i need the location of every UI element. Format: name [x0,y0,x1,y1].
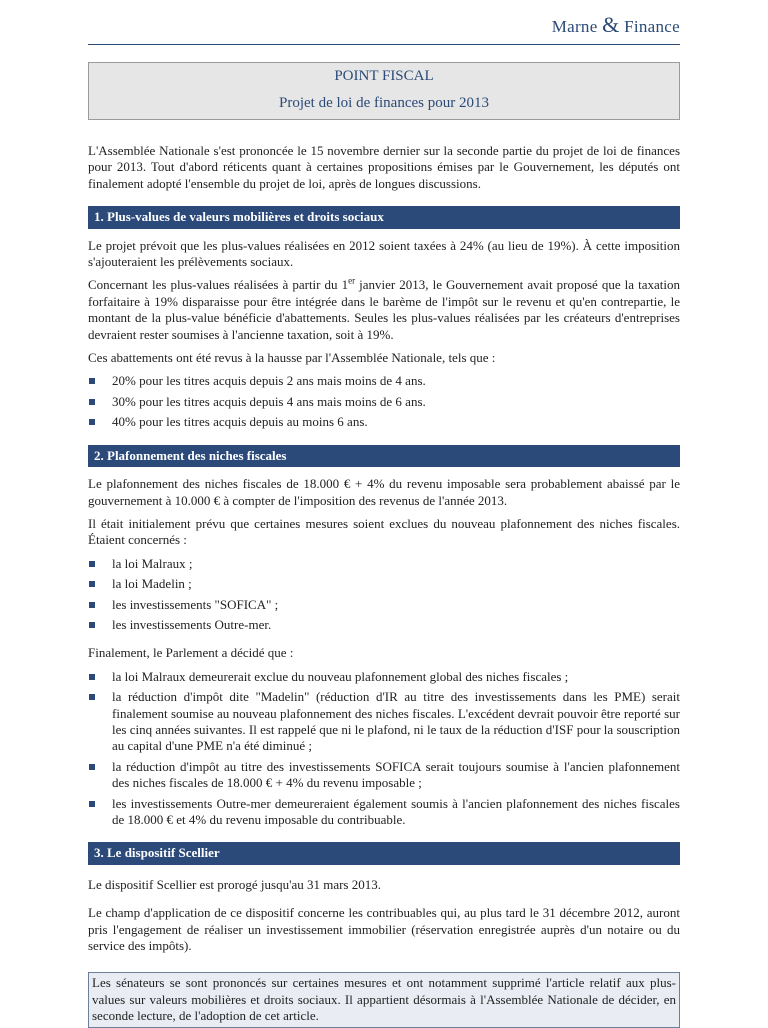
list-item: la réduction d'impôt au titre des investissements SOFICA serait toujours soumise à l'ancien plafonnement des niches fiscales de 18.000 € + 4% du revenu imposable ; [88,759,680,792]
section1-p1: Le projet prévoit que les plus-values réalisées en 2012 soient taxées à 24% (au lieu de 19%). À cette imposition s'ajouteraient les prélèvements sociaux. [88,237,680,270]
section3-p2: Le champ d'application de ce dispositif concerne les contribuables qui, au plus tard le 31 décembre 2012, auront pris l'engagement de réaliser un investissement immobilier (réservation enregistrée auprès d'un notaire ou du service des impôts). [88,905,680,954]
square-bullet-icon [89,764,95,770]
section1-list [88,373,680,430]
section1-p3: Ces abattements ont été revus à la hausse par l'Assemblée Nationale, tels que : [88,350,496,366]
section2-list1 [88,556,680,634]
section2-p2: Il était initialement prévu que certaines mesures soient exclues du nouveau plafonnement des niches fiscales. Étaient concernés : [88,515,680,548]
title-line1: POINT FISCAL [334,68,434,84]
section1-p2-sup: er [348,276,356,287]
section1-p2-a: Concernant les plus-values réalisées à partir du 1 [88,277,349,293]
title-line2: Projet de loi de finances pour 2013 [279,95,489,111]
square-bullet-icon [89,399,95,405]
section1-p2-b: janvier 2013, le Gouvernement avait proposé que la taxation forfaitaire à 19% disparaisse pour être intégrée dans le barème de l'impôt sur le revenu et qu'en contrepartie, le montant de la plus-value bénéficie d'abattements. Seules les plus-values réalisées par les créateurs d'entreprises devraient rester soumises à l'ancienne taxation, soit à 19%. [88,277,680,342]
section2-p1: Le plafonnement des niches fiscales de 18.000 € + 4% du revenu imposable sera probablement abaissé par le gouvernement à 10.000 € à compter de l'imposition des revenus de l'année 2013. [88,476,680,508]
brand-part2: Finance [619,17,680,36]
square-bullet-icon [89,622,95,628]
section1-heading: 1. Plus-values de valeurs mobilières et droits sociaux [88,206,680,228]
list-item: 40% pour les titres acquis depuis au moins 6 ans. [88,414,680,430]
title-box [88,62,680,120]
list-item: la réduction d'impôt dite "Madelin" (réduction d'IR au titre des investissements dans les PME) serait finalement soumise au nouveau plafonnement des niches fiscales. L'excédent devrait pouvoir être reporté sur les cinq années suivantes. Il est rappelé que ni le plafond, ni le taux de la réduction d'ISF pour la souscription au capital d'une PME n'a été diminué ; [88,689,680,755]
square-bullet-icon [89,694,95,700]
list-item: 30% pour les titres acquis depuis 4 ans mais moins de 6 ans. [88,394,680,410]
brand-logo [552,12,680,38]
header-rule [88,44,680,45]
square-bullet-icon [89,378,95,384]
list-item: la loi Malraux ; [88,556,680,572]
square-bullet-icon [89,801,95,807]
note-box: Les sénateurs se sont prononcés sur certaines mesures et ont notamment supprimé l'article relatif aux plus-values sur valeurs mobilières et droits sociaux. Il appartient désormais à l'Assemblée Nationale de décider, en seconde lecture, de l'adoption de cet article. [88,972,680,1027]
list-item: la loi Madelin ; [88,576,680,592]
section1-p2 [88,277,680,343]
list-item: 20% pour les titres acquis depuis 2 ans mais moins de 4 ans. [88,373,680,389]
section2-heading: 2. Plafonnement des niches fiscales [88,445,680,467]
square-bullet-icon [89,419,95,425]
list-item: les investissements "SOFICA" ; [88,597,680,613]
square-bullet-icon [89,674,95,680]
brand-part1: Marne [551,17,603,36]
list-item: la loi Malraux demeurerait exclue du nouveau plafonnement global des niches fiscales ; [88,669,680,685]
section3-heading: 3. Le dispositif Scellier [88,842,680,864]
brand-ampersand: & [602,12,620,37]
square-bullet-icon [89,581,95,587]
section2-p3: Finalement, le Parlement a décidé que : [88,645,294,661]
square-bullet-icon [89,561,95,567]
section2-list2 [88,669,680,829]
document-body [88,143,680,1028]
list-item: les investissements Outre-mer demeureraient également soumis à l'ancien plafonnement des niches fiscales de 18.000 € et 4% du revenu imposable du contribuable. [88,796,680,829]
square-bullet-icon [89,602,95,608]
intro-paragraph: L'Assemblée Nationale s'est prononcée le 15 novembre dernier sur la seconde partie du projet de loi de finances pour 2013. Tout d'abord réticents quant à certaines propositions émises par le Gouvernement, les députés ont finalement adopté l'ensemble du projet de loi, après de longues discussions. [88,143,680,191]
section3-p1: Le dispositif Scellier est prorogé jusqu'au 31 mars 2013. [88,876,381,892]
list-item: les investissements Outre-mer. [88,617,680,633]
